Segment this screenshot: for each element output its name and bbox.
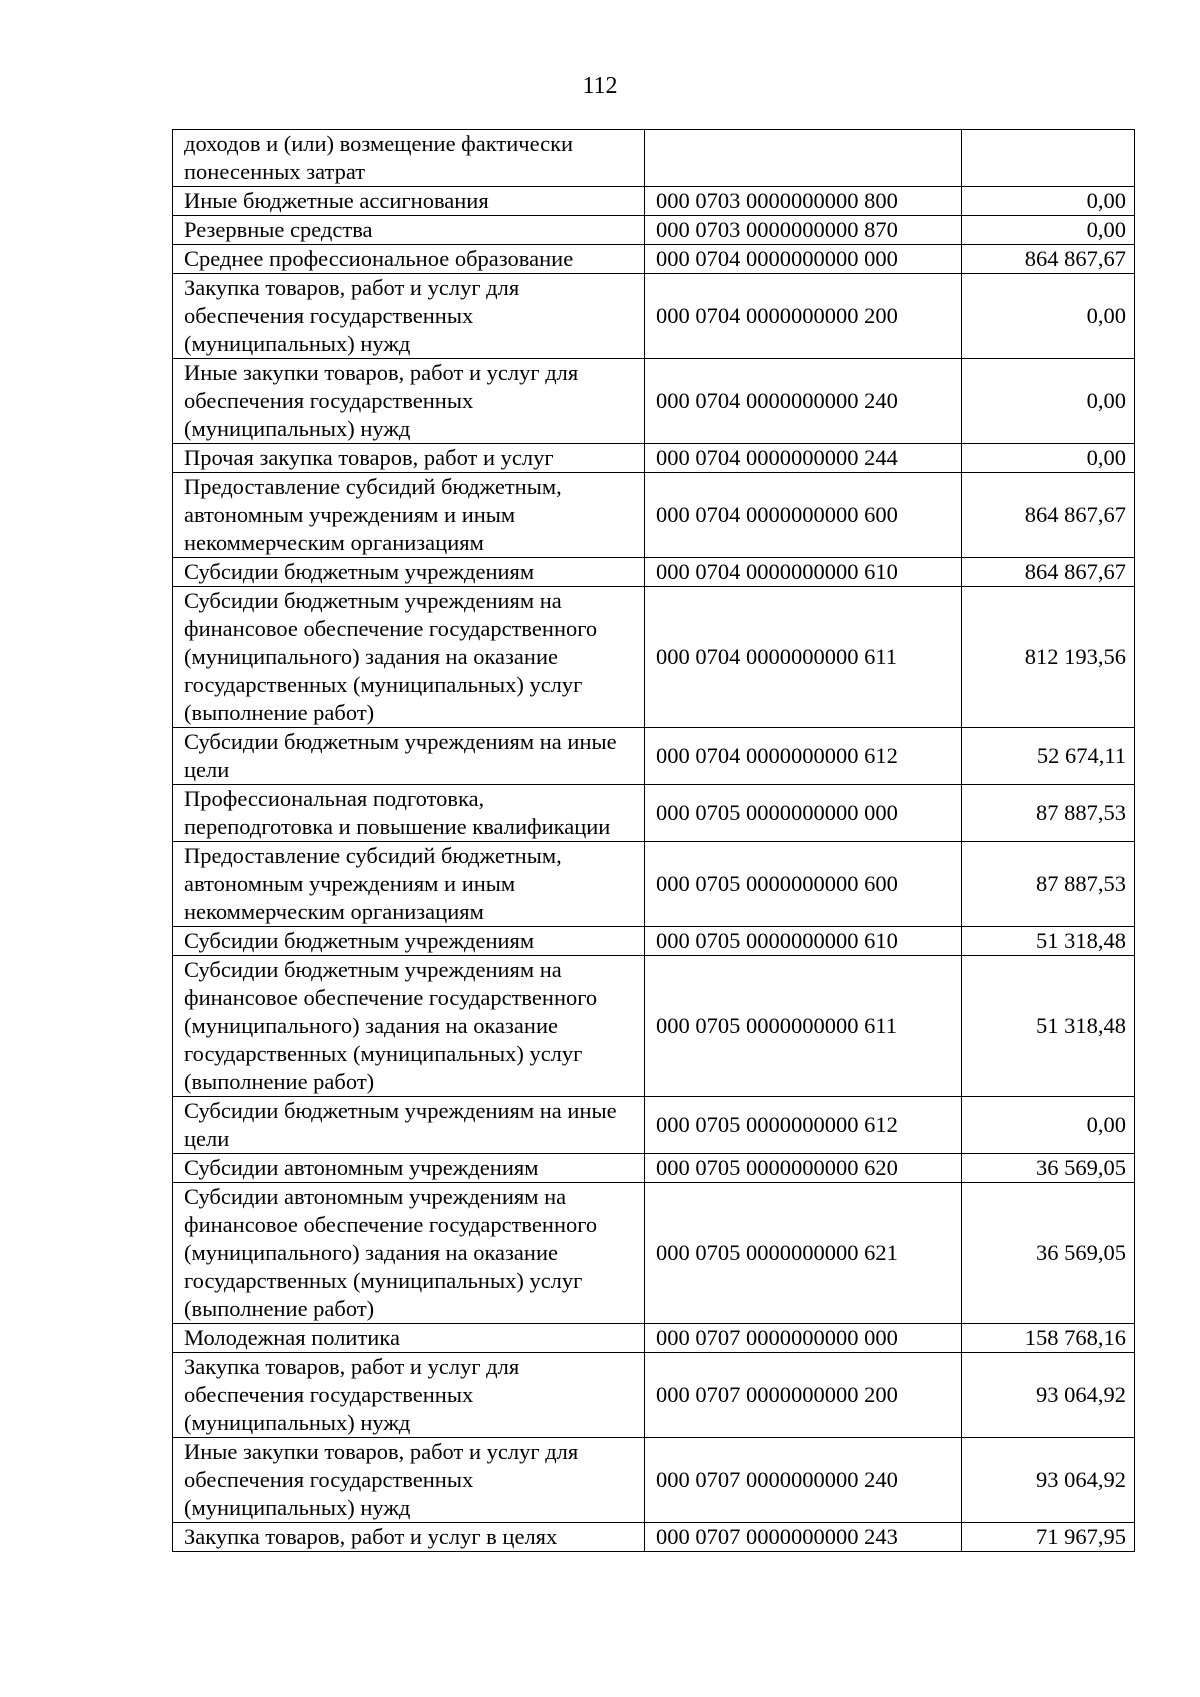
table-row xyxy=(173,1154,1135,1183)
row-code: 000 0705 0000000000 612 xyxy=(645,1097,962,1154)
row-sum: 0,00 xyxy=(962,216,1135,245)
row-code: 000 0705 0000000000 611 xyxy=(645,956,962,1097)
row-name: Закупка товаров, работ и услуг в целях xyxy=(173,1523,645,1552)
row-name: Субсидии бюджетным учреждениям на финансовое обеспечение государственного (муниципального) задания на оказание государственных (муниципальных) услуг (выполнение работ) xyxy=(173,587,645,728)
table-row xyxy=(173,785,1135,842)
row-name: Резервные средства xyxy=(173,216,645,245)
budget-table xyxy=(172,129,1135,1552)
table-row xyxy=(173,274,1135,359)
table-row xyxy=(173,842,1135,927)
row-name: Субсидии бюджетным учреждениям xyxy=(173,927,645,956)
row-sum: 864 867,67 xyxy=(962,245,1135,274)
table-row xyxy=(173,927,1135,956)
row-sum: 51 318,48 xyxy=(962,927,1135,956)
table-row xyxy=(173,1438,1135,1523)
row-code: 000 0705 0000000000 620 xyxy=(645,1154,962,1183)
row-code: 000 0707 0000000000 240 xyxy=(645,1438,962,1523)
row-name: Иные закупки товаров, работ и услуг для обеспечения государственных (муниципальных) нужд xyxy=(173,1438,645,1523)
row-code: 000 0704 0000000000 610 xyxy=(645,558,962,587)
row-sum: 158 768,16 xyxy=(962,1324,1135,1353)
table-row xyxy=(173,245,1135,274)
row-code xyxy=(645,130,962,187)
row-code: 000 0707 0000000000 000 xyxy=(645,1324,962,1353)
row-code: 000 0703 0000000000 870 xyxy=(645,216,962,245)
page-number: 112 xyxy=(582,73,618,99)
row-name: Субсидии бюджетным учреждениям xyxy=(173,558,645,587)
row-name: Субсидии бюджетным учреждениям на иные цели xyxy=(173,728,645,785)
row-sum: 0,00 xyxy=(962,1097,1135,1154)
row-name: Иные закупки товаров, работ и услуг для обеспечения государственных (муниципальных) нужд xyxy=(173,359,645,444)
row-sum: 864 867,67 xyxy=(962,473,1135,558)
table-row xyxy=(173,1183,1135,1324)
row-code: 000 0705 0000000000 600 xyxy=(645,842,962,927)
row-code: 000 0705 0000000000 610 xyxy=(645,927,962,956)
row-name: Предоставление субсидий бюджетным, автономным учреждениям и иным некоммерческим организациям xyxy=(173,473,645,558)
row-code: 000 0704 0000000000 000 xyxy=(645,245,962,274)
row-code: 000 0704 0000000000 200 xyxy=(645,274,962,359)
row-sum: 0,00 xyxy=(962,274,1135,359)
table-row xyxy=(173,359,1135,444)
row-name: доходов и (или) возмещение фактически понесенных затрат xyxy=(173,130,645,187)
row-code: 000 0704 0000000000 611 xyxy=(645,587,962,728)
row-name: Прочая закупка товаров, работ и услуг xyxy=(173,444,645,473)
row-sum: 87 887,53 xyxy=(962,785,1135,842)
table-row xyxy=(173,444,1135,473)
table-row xyxy=(173,1353,1135,1438)
table-row xyxy=(173,1324,1135,1353)
row-code: 000 0705 0000000000 621 xyxy=(645,1183,962,1324)
table-row xyxy=(173,1097,1135,1154)
row-name: Иные бюджетные ассигнования xyxy=(173,187,645,216)
row-name: Закупка товаров, работ и услуг для обеспечения государственных (муниципальных) нужд xyxy=(173,1353,645,1438)
row-sum: 36 569,05 xyxy=(962,1183,1135,1324)
row-sum: 0,00 xyxy=(962,187,1135,216)
table-row xyxy=(173,216,1135,245)
row-sum xyxy=(962,130,1135,187)
row-sum: 51 318,48 xyxy=(962,956,1135,1097)
row-name: Субсидии бюджетным учреждениям на финансовое обеспечение государственного (муниципального) задания на оказание государственных (муниципальных) услуг (выполнение работ) xyxy=(173,956,645,1097)
row-code: 000 0707 0000000000 243 xyxy=(645,1523,962,1552)
row-code: 000 0704 0000000000 244 xyxy=(645,444,962,473)
row-code: 000 0704 0000000000 240 xyxy=(645,359,962,444)
table-row xyxy=(173,956,1135,1097)
row-sum: 864 867,67 xyxy=(962,558,1135,587)
row-name: Профессиональная подготовка, переподготовка и повышение квалификации xyxy=(173,785,645,842)
row-name: Молодежная политика xyxy=(173,1324,645,1353)
table-row xyxy=(173,130,1135,187)
row-code: 000 0703 0000000000 800 xyxy=(645,187,962,216)
row-sum: 0,00 xyxy=(962,359,1135,444)
table-row xyxy=(173,728,1135,785)
row-sum: 93 064,92 xyxy=(962,1438,1135,1523)
row-name: Предоставление субсидий бюджетным, автономным учреждениям и иным некоммерческим организациям xyxy=(173,842,645,927)
row-sum: 0,00 xyxy=(962,444,1135,473)
row-sum: 812 193,56 xyxy=(962,587,1135,728)
row-sum: 36 569,05 xyxy=(962,1154,1135,1183)
row-sum: 52 674,11 xyxy=(962,728,1135,785)
row-sum: 87 887,53 xyxy=(962,842,1135,927)
row-name: Субсидии автономным учреждениям на финансовое обеспечение государственного (муниципального) задания на оказание государственных (муниципальных) услуг (выполнение работ) xyxy=(173,1183,645,1324)
table-row xyxy=(173,558,1135,587)
row-code: 000 0705 0000000000 000 xyxy=(645,785,962,842)
row-code: 000 0704 0000000000 612 xyxy=(645,728,962,785)
table-row xyxy=(173,187,1135,216)
row-name: Субсидии бюджетным учреждениям на иные цели xyxy=(173,1097,645,1154)
row-code: 000 0704 0000000000 600 xyxy=(645,473,962,558)
row-name: Закупка товаров, работ и услуг для обеспечения государственных (муниципальных) нужд xyxy=(173,274,645,359)
row-sum: 93 064,92 xyxy=(962,1353,1135,1438)
budget-table-body xyxy=(173,130,1135,1552)
row-name: Субсидии автономным учреждениям xyxy=(173,1154,645,1183)
row-code: 000 0707 0000000000 200 xyxy=(645,1353,962,1438)
table-row xyxy=(173,1523,1135,1552)
table-row xyxy=(173,473,1135,558)
table-row xyxy=(173,587,1135,728)
row-sum: 71 967,95 xyxy=(962,1523,1135,1552)
row-name: Среднее профессиональное образование xyxy=(173,245,645,274)
